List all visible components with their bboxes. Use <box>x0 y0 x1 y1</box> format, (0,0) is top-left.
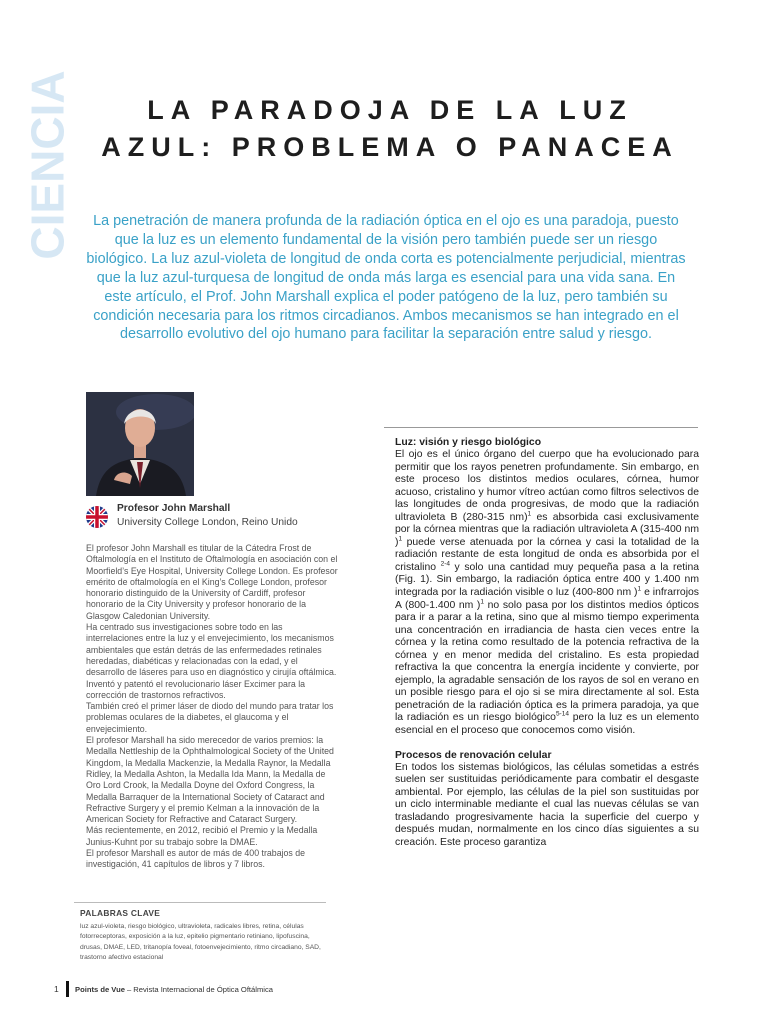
page-footer <box>54 981 273 997</box>
column-divider <box>384 427 698 428</box>
title-line-2: AZUL: PROBLEMA O PANACEA <box>101 132 679 162</box>
author-name: Profesor John Marshall <box>117 503 231 514</box>
keywords-list: luz azul-violeta, riesgo biológico, ultravioleta, radicales libres, retina, células fotorreceptoras, exposición a la luz, epitelio pigmentario retiniano, lipofuscina, drusas, DMAE, LED, tritanopía foveal, fotoenvejecimiento, ritmo circadiano, SAD, trastorno afectivo estacional <box>80 923 321 962</box>
bio-paragraph: El profesor Marshall es autor de más de 400 trabajos de investigación, 41 capítulos de libros y 7 libros. <box>86 848 306 870</box>
bio-paragraph: Inventó y patentó el revolucionario láser Excimer para la corrección de trastornos refractivos. <box>86 678 306 700</box>
body-paragraph-2: En todos los sistemas biológicos, las células sometidas a estrés suelen ser sustituidas periódicamente para combatir el desgaste ambiental. Por ejemplo, las células de la piel son sustituidas por un ciclo interminable mediante el cual las nuevas células se van trasladando progresivamente hacia la superficie del cuerpo y después mudan, normalmente en los cinco días siguientes a su creación. Este proceso garantiza <box>395 761 699 848</box>
page-number: 1 <box>54 984 59 994</box>
bio-paragraph: Más recientemente, en 2012, recibió el Premio y la Medalla Junius-Kuhnt por su trabajo sobre la DMAE. <box>86 825 318 847</box>
section-label-text: CIENCIA <box>22 69 74 260</box>
magazine-name: Points de Vue <box>75 984 125 994</box>
bio-paragraph: También creó el primer láser de diodo del mundo para tratar los problemas oculares de la diabetes, el glaucoma y el envejecimiento. <box>86 701 334 734</box>
article-title <box>60 92 720 166</box>
bio-paragraph: El profesor Marshall ha sido merecedor de varios premios: la Medalla Nettleship de la Ophthalmological Society of the United Kingdom, la Medalla Mackenzie, la Medalla Raynor, la Medalla Ridley, la Medalla Ashton, la Medalla Ida Mann, la Medalla de Oro Lord Crook, la Medalla Doyne del Oxford Congress, la Medalla Barraquer de la International Society of Cataract and Refractive Surgery y el premio Kelman a la innovación de la American Society for Refractive and Cataract Surgery. <box>86 735 334 825</box>
keywords-divider <box>74 902 326 903</box>
author-affiliation: University College London, Reino Unido <box>117 517 298 528</box>
uk-flag-icon <box>86 506 108 528</box>
keywords-heading: PALABRAS CLAVE <box>80 908 161 918</box>
author-bio <box>86 543 338 871</box>
magazine-subtitle: – Revista Internacional de Óptica Oftálmica <box>126 984 273 994</box>
footer-bar <box>66 981 69 997</box>
article-body <box>395 436 699 849</box>
lead-paragraph: La penetración de manera profunda de la radiación óptica en el ojo es una paradoja, puesto que la luz es un elemento fundamental de la visión pero también puede ser un riesgo biológico. La luz azul-violeta de longitud de onda corta es potencialmente perjudicial, mientras que la luz azul-turquesa de longitud de onda más larga es esencial para una vida sana. En este artículo, el Prof. John Marshall explica el poder patógeno de la luz, pero también su condición necesaria para los ritmos circadianos. Ambos mecanismos se han integrado en el desarrollo evolutivo del ojo humano para facilitar la separación entre salud y riesgo. <box>86 213 686 343</box>
bio-paragraph: Ha centrado sus investigaciones sobre todo en las interrelaciones entre la luz y el envejecimiento, los mecanismos ambientales que están detrás de las enfermedades retinales heredadas, diabéticas y relacionadas con la edad, y el desarrollo de láseres para uso en diagnóstico y cirujía oftálmica. <box>86 622 337 678</box>
section-heading-cell-renewal: Procesos de renovación celular <box>395 749 552 761</box>
body-paragraph-1: El ojo es el único órgano del cuerpo que ha evolucionado para permitir que los rayos penetren profundamente. Sin embargo, en este proceso los distintos medios oculares, córnea, humor acuoso, cristalino y humor vítreo actúan como filtros selectivos de las longitudes de onda progresivas, de modo que la radiación ultravioleta B (280-315 nm)$^1$ es absorbida casi exclusivamente por la córnea mientras que la radiación ultravioleta A (315-400 nm )$^1$ puede verse atenuada por la córnea y casi la totalidad de la radiación restante de esta longitud de onda es absorbida por el cristalino $^{2-4}$ y solo una cantidad muy pequeña pasa a la retina (Fig. 1). Sin embargo, la radiación óptica entre 400 y 1.400 nm integrada por la radiación visible o luz (400-800 nm )$^1$ e infrarrojos A (800-1.400 nm )$^1$ no solo pasa por los distintos medios ópticos para ir a parar a la retina, sino que al mismo tiempo experimenta una concentración en irradiancia de hasta cien veces entre la córnea y la retina como resultado de la potencia refractiva de la córnea y en menor medida del cristalino. Es esta propiedad refractiva la que concentra la energía incidente y convierte, por ejemplo, la agradable sensación de los rayos de sol en verano en un posible riesgo para el ojo si se mira directamente al sol. Esta penetración de la radiación óptica es la primera paradoja, ya que la radiación es un riesgo biológico$^{5-14}$ pero la luz es un elemento esencial en el proceso que conocemos como visión. <box>395 449 700 737</box>
title-line-1: LA PARADOJA DE LA LUZ <box>147 95 633 125</box>
author-photo <box>86 392 194 496</box>
bio-paragraph: El profesor John Marshall es titular de la Cátedra Frost de Oftalmología en el Instituto de Oftalmología en asociación con el Moorfield’s Eye Hospital, University College London. Es profesor emérito de oftalmología en el King’s College London, profesor honorario distinguido de la University of Cardiff, profesor honorario de la City University y profesor honorario de la Glasgow Caledonian University. <box>86 543 338 621</box>
section-heading-light-vision: Luz: visión y riesgo biológico <box>395 437 542 448</box>
